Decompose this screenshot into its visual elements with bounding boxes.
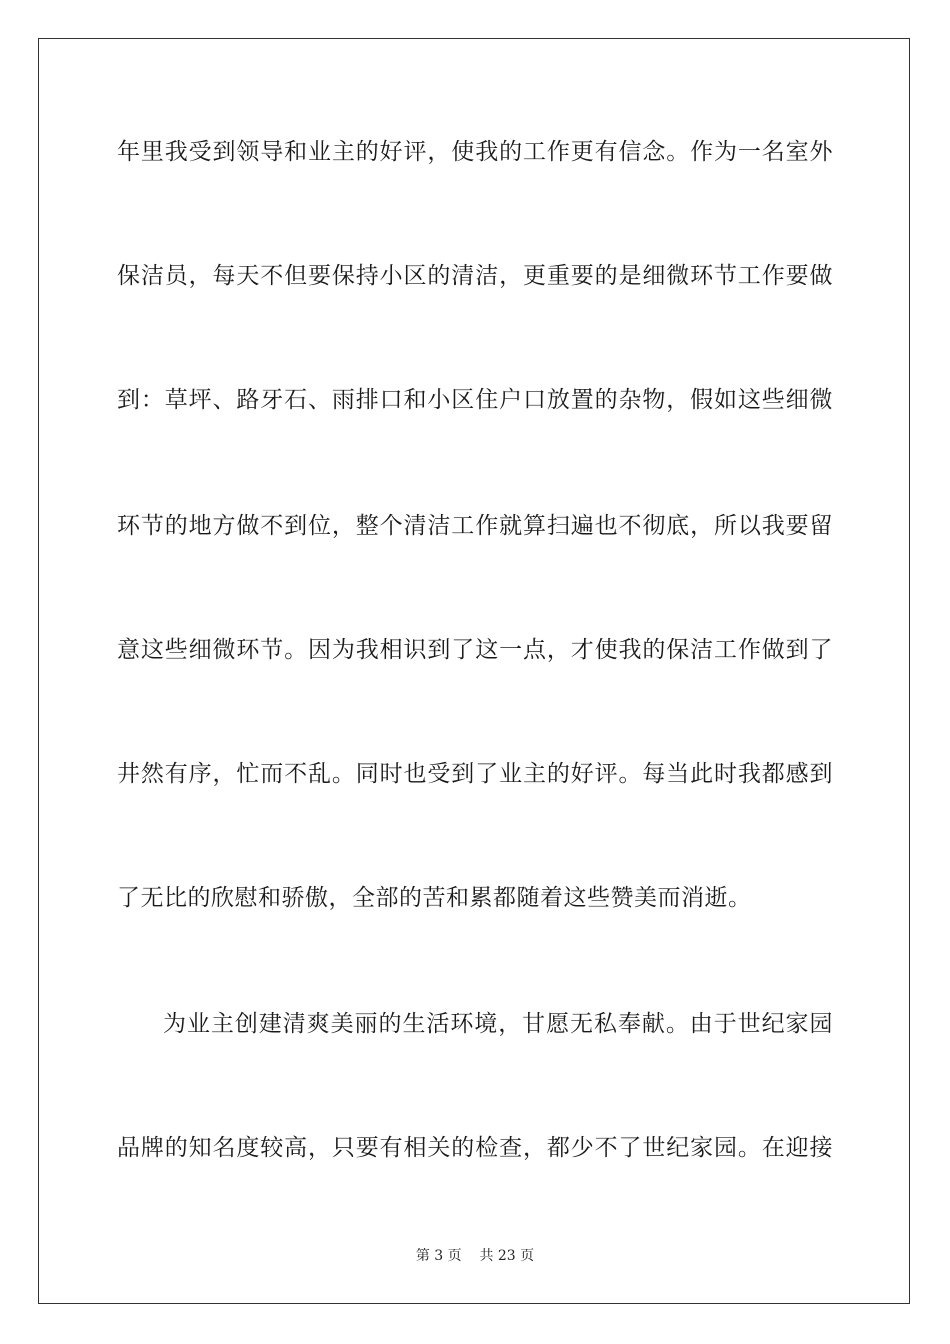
paragraph-line: 到：草坪、路牙石、雨排口和小区住户口放置的杂物，假如这些细微 <box>117 387 833 413</box>
paragraph-line: 为业主创建清爽美丽的生活环境，甘愿无私奉献。由于世纪家园 <box>163 1011 833 1037</box>
page-border <box>38 38 910 1304</box>
paragraph-line: 了无比的欣慰和骄傲，全部的苦和累都随着这些赞美而消逝。 <box>117 885 752 911</box>
footer-gap <box>462 1248 480 1264</box>
paragraph-line: 意这些细微环节。因为我相识到了这一点，才使我的保洁工作做到了 <box>117 637 833 663</box>
paragraph-line: 年里我受到领导和业主的好评，使我的工作更有信念。作为一名室外 <box>117 139 833 165</box>
page-number: 第 3 页 <box>415 1248 462 1264</box>
paragraph-line: 环节的地方做不到位，整个清洁工作就算扫遍也不彻底，所以我要留 <box>117 513 833 539</box>
page-footer <box>0 1247 950 1265</box>
paragraph-line: 井然有序，忙而不乱。同时也受到了业主的好评。每当此时我都感到 <box>117 761 833 787</box>
page-total: 共 23 页 <box>479 1248 535 1264</box>
paragraph-line: 保洁员，每天不但要保持小区的清洁，更重要的是细微环节工作要做 <box>117 263 833 289</box>
paragraph-line: 品牌的知名度较高，只要有相关的检查，都少不了世纪家园。在迎接 <box>117 1135 833 1161</box>
